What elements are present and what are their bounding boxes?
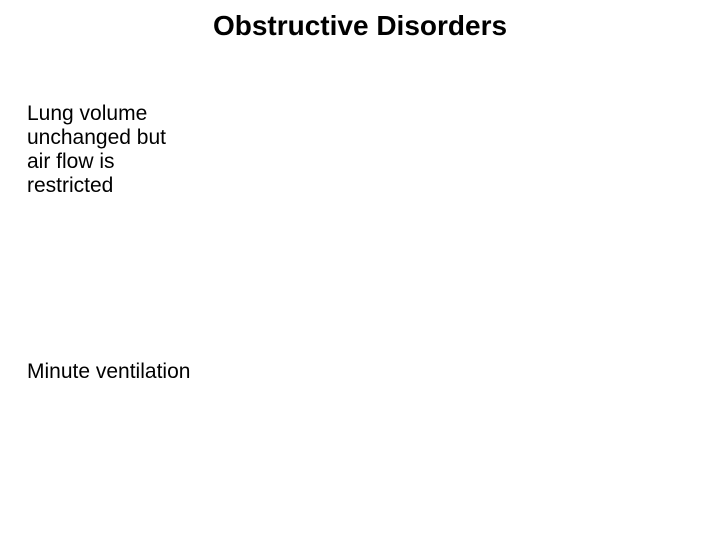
slide-title: Obstructive Disorders [212,10,508,41]
body-text-minute-ventilation: Minute ventilation [27,360,191,383]
body-text-lung-volume: Lung volume unchanged but air flow is restricted [27,102,166,197]
